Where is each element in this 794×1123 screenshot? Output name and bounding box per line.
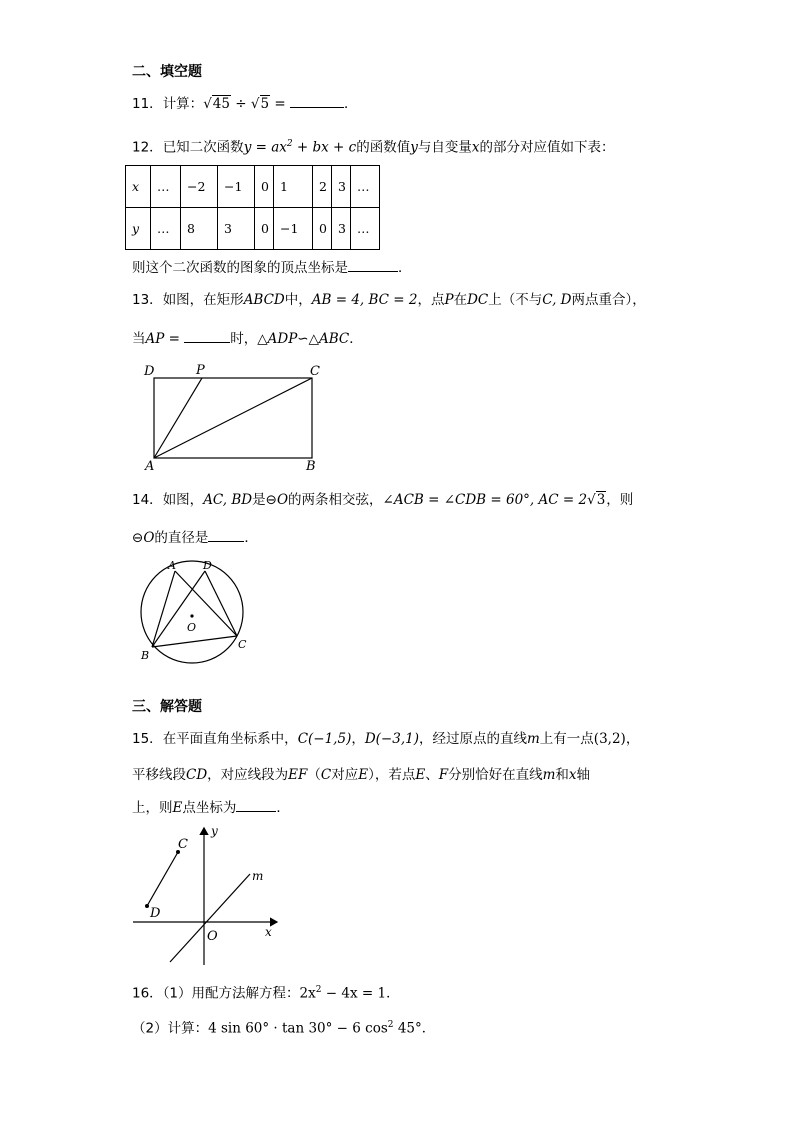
answer-blank[interactable] bbox=[184, 328, 230, 343]
question-number: 13． bbox=[132, 292, 163, 308]
question-13: 13．如图，在矩形ABCD中，AB = 4, BC = 2，点P在DC上（不与C, D两点重合）， bbox=[132, 292, 646, 308]
label-d: D bbox=[203, 559, 212, 572]
label-b: B bbox=[141, 649, 150, 662]
question-16: 16．（1）用配方法解方程：$2x^2 - 4x = 1$． bbox=[132, 985, 400, 1002]
value-table bbox=[125, 165, 380, 250]
question-15: 15．在平面直角坐标系中，C(−1,5)，D(−3,1)，经过原点的直线m上有一点(3,2)， bbox=[132, 731, 640, 747]
question-11: 11．计算：√45 ÷ √5 = ． bbox=[132, 93, 358, 114]
label-c: C bbox=[178, 837, 188, 852]
label-d: D bbox=[150, 906, 161, 921]
label-o: O bbox=[207, 929, 218, 944]
section-title-fill-in: 二、填空题 bbox=[132, 64, 202, 80]
label-c: C bbox=[238, 638, 247, 651]
question-14-line2: ⊖O的直径是 ． bbox=[132, 527, 258, 548]
label-m: m bbox=[252, 869, 264, 883]
question-number: 16． bbox=[132, 985, 163, 1002]
question-13-line2: 当AP = 时，△ADP∽△ABC． bbox=[132, 328, 363, 349]
label-x: x bbox=[265, 925, 272, 939]
answer-blank[interactable] bbox=[290, 93, 344, 108]
label-y: y bbox=[211, 824, 218, 838]
table-row: y … 8 3 0 −1 0 3 … bbox=[126, 208, 380, 250]
question-15-line2: 平移线段CD，对应线段为EF（C对应E），若点E、F分别恰好在直线m和x轴 bbox=[132, 767, 591, 783]
question-number: 11． bbox=[132, 96, 163, 112]
rectangle-figure bbox=[140, 358, 330, 478]
label-b: B bbox=[306, 459, 316, 474]
label-c: C bbox=[310, 364, 320, 379]
label-o: O bbox=[187, 621, 197, 634]
label-p: P bbox=[196, 363, 205, 378]
label-a: A bbox=[145, 459, 155, 474]
question-12: 12．已知二次函数$y = ax^2$ + bx + c的函数值y与自变量x的部分对应值如下表： bbox=[132, 139, 615, 156]
question-number: 14． bbox=[132, 492, 163, 508]
table-row: x … −2 −1 0 1 2 3 … bbox=[126, 166, 380, 208]
circle-figure bbox=[135, 555, 265, 670]
answer-blank[interactable] bbox=[208, 527, 244, 542]
label-d: D bbox=[144, 364, 155, 379]
question-12-followup: 则这个二次函数的图象的顶点坐标是 ． bbox=[132, 257, 412, 278]
section-title-solve: 三、解答题 bbox=[132, 699, 202, 715]
label-a: A bbox=[168, 559, 176, 572]
question-14: 14．如图，AC, BD是⊖O的两条相交弦，∠ACB = ∠CDB = 60°, AC = 2√3，则 bbox=[132, 492, 634, 508]
question-number: 12． bbox=[132, 139, 163, 156]
answer-blank[interactable] bbox=[348, 257, 398, 272]
question-number: 15． bbox=[132, 731, 163, 747]
answer-blank[interactable] bbox=[236, 797, 276, 812]
question-16-part2: （2）计算：4 sin 60° · tan 30° − 6 $\cos^2 45^\circ$． bbox=[132, 1020, 436, 1037]
question-15-line3: 上，则E点坐标为 ． bbox=[132, 797, 290, 818]
coordinate-figure bbox=[130, 822, 290, 967]
